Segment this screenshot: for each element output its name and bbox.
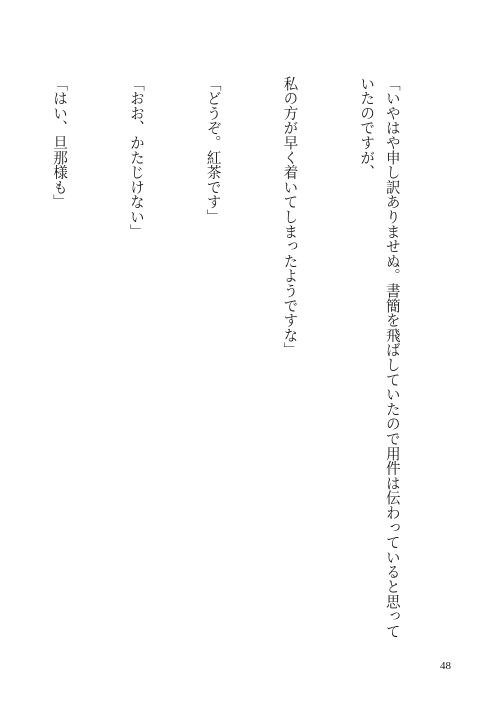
text-line: 「どうぞ。紅茶です」: [204, 76, 222, 224]
text-line: 「いやはや申し訳ありませぬ。書簡を飛ばしていたので用件は伝わっていると思っていたのですが、: [358, 76, 401, 639]
page-number: 48: [440, 660, 451, 672]
text-line: 私の方が早く着いてしまったようですな」: [281, 76, 299, 358]
text-line: 「はい、旦那様も」: [51, 76, 69, 210]
vertical-text-body: [36, 76, 456, 642]
text-line: 「おお、かたじけない」: [127, 76, 145, 239]
